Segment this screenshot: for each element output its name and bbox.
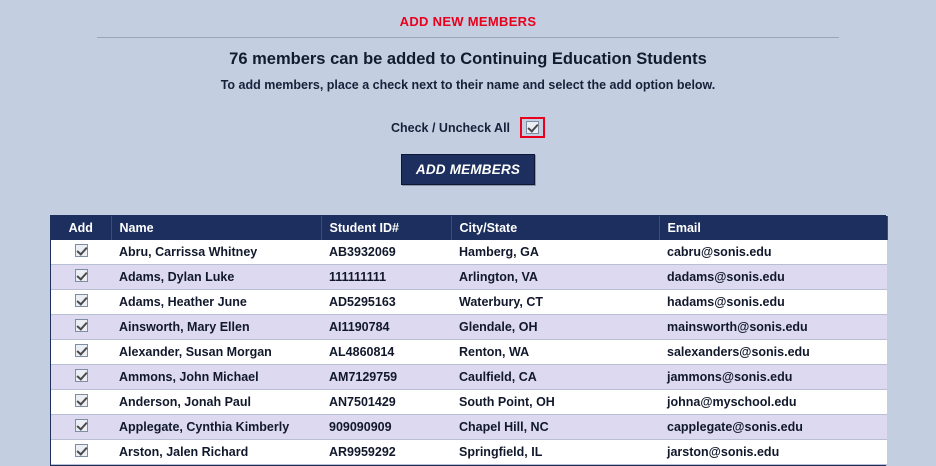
- row-name-cell: Adams, Dylan Luke: [111, 265, 321, 290]
- row-student-id-cell: 909090909: [321, 415, 451, 440]
- members-table-header: [51, 216, 887, 240]
- row-add-cell: [51, 365, 111, 390]
- row-add-checkbox[interactable]: [75, 394, 88, 407]
- row-add-checkbox[interactable]: [75, 294, 88, 307]
- table-row: [51, 415, 887, 440]
- page-title: ADD NEW MEMBERS: [399, 14, 537, 29]
- column-header-city-state: City/State: [451, 216, 659, 240]
- row-city-state-cell: Renton, WA: [451, 340, 659, 365]
- table-header-row: [51, 216, 887, 240]
- row-student-id-cell: AB3932069: [321, 240, 451, 265]
- table-row: [51, 440, 887, 465]
- table-row: [51, 290, 887, 315]
- members-table: [51, 216, 888, 465]
- column-header-email: Email: [659, 216, 887, 240]
- row-add-cell: [51, 240, 111, 265]
- row-email-cell: cabru@sonis.edu: [659, 240, 887, 265]
- table-row: [51, 340, 887, 365]
- instructions-text: To add members, place a check next to their name and select the add option below.: [220, 78, 716, 92]
- row-city-state-cell: Hamberg, GA: [451, 240, 659, 265]
- row-city-state-cell: Springfield, IL: [451, 440, 659, 465]
- row-email-cell: jammons@sonis.edu: [659, 365, 887, 390]
- row-city-state-cell: Caulfield, CA: [451, 365, 659, 390]
- row-city-state-cell: Chapel Hill, NC: [451, 415, 659, 440]
- row-student-id-cell: AI1190784: [321, 315, 451, 340]
- row-name-cell: Anderson, Jonah Paul: [111, 390, 321, 415]
- row-add-cell: [51, 390, 111, 415]
- row-student-id-cell: AM7129759: [321, 365, 451, 390]
- row-email-cell: dadams@sonis.edu: [659, 265, 887, 290]
- table-row: [51, 390, 887, 415]
- check-all-label: Check / Uncheck All: [390, 120, 511, 135]
- add-members-button-row: [0, 154, 936, 185]
- table-row: [51, 365, 887, 390]
- check-all-checkbox[interactable]: [526, 121, 539, 134]
- row-add-cell: [51, 440, 111, 465]
- table-row: [51, 315, 887, 340]
- row-city-state-cell: Glendale, OH: [451, 315, 659, 340]
- row-email-cell: hadams@sonis.edu: [659, 290, 887, 315]
- row-add-checkbox[interactable]: [75, 244, 88, 257]
- row-add-checkbox[interactable]: [75, 419, 88, 432]
- row-name-cell: Adams, Heather June: [111, 290, 321, 315]
- row-name-cell: Abru, Carrissa Whitney: [111, 240, 321, 265]
- row-add-cell: [51, 265, 111, 290]
- row-name-cell: Applegate, Cynthia Kimberly: [111, 415, 321, 440]
- column-header-name: Name: [111, 216, 321, 240]
- row-add-cell: [51, 415, 111, 440]
- row-email-cell: salexanders@sonis.edu: [659, 340, 887, 365]
- row-add-checkbox[interactable]: [75, 369, 88, 382]
- row-city-state-cell: Waterbury, CT: [451, 290, 659, 315]
- row-add-checkbox[interactable]: [75, 319, 88, 332]
- row-add-checkbox[interactable]: [75, 444, 88, 457]
- row-name-cell: Arston, Jalen Richard: [111, 440, 321, 465]
- row-student-id-cell: AL4860814: [321, 340, 451, 365]
- row-name-cell: Ammons, John Michael: [111, 365, 321, 390]
- check-all-highlight: [520, 117, 545, 138]
- row-add-cell: [51, 290, 111, 315]
- members-table-container: [50, 215, 886, 466]
- row-city-state-cell: Arlington, VA: [451, 265, 659, 290]
- members-table-body: [51, 240, 887, 465]
- row-add-cell: [51, 340, 111, 365]
- add-members-button[interactable]: ADD MEMBERS: [401, 154, 535, 185]
- row-student-id-cell: 111111111: [321, 265, 451, 290]
- divider: [97, 37, 839, 38]
- headline-text: 76 members can be added to Continuing Education Students: [229, 50, 707, 68]
- column-header-add: Add: [51, 216, 111, 240]
- row-email-cell: capplegate@sonis.edu: [659, 415, 887, 440]
- row-student-id-cell: AN7501429: [321, 390, 451, 415]
- row-add-cell: [51, 315, 111, 340]
- table-row: [51, 265, 887, 290]
- row-city-state-cell: South Point, OH: [451, 390, 659, 415]
- row-email-cell: jarston@sonis.edu: [659, 440, 887, 465]
- row-add-checkbox[interactable]: [75, 269, 88, 282]
- check-all-row: [0, 117, 936, 138]
- row-name-cell: Ainsworth, Mary Ellen: [111, 315, 321, 340]
- row-add-checkbox[interactable]: [75, 344, 88, 357]
- table-row: [51, 240, 887, 265]
- row-student-id-cell: AD5295163: [321, 290, 451, 315]
- row-student-id-cell: AR9959292: [321, 440, 451, 465]
- column-header-student-id: Student ID#: [321, 216, 451, 240]
- row-email-cell: johna@myschool.edu: [659, 390, 887, 415]
- row-name-cell: Alexander, Susan Morgan: [111, 340, 321, 365]
- row-email-cell: mainsworth@sonis.edu: [659, 315, 887, 340]
